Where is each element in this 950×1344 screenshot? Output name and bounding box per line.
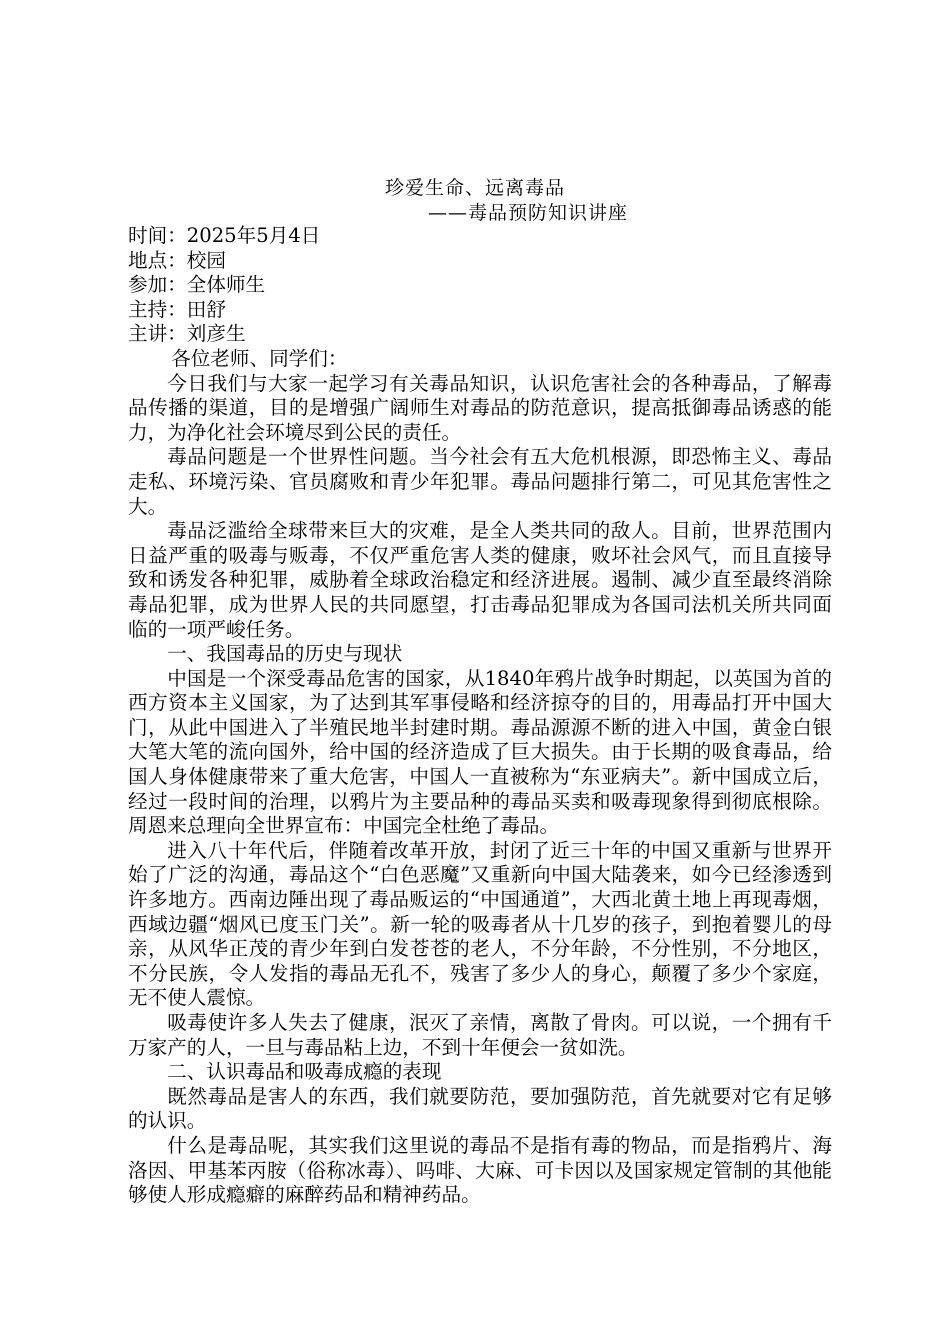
paragraph-global-disaster: 毒品泛滥给全球带来巨大的灾难，是全人类共同的敌人。目前，世界范围内日益严重的吸毒与贩毒，不仅严重危害人类的健康，败坏社会风气，而且直接导致和诱发各种犯罪，威胁着全球政治稳定和经济进展。遏制、减少直至最终消除毒品犯罪，成为世界人民的共同愿望，打击毒品犯罪成为各国司法机关所共同面临的一项严峻任务。 [128,519,832,641]
meta-host-value: 田舒 [186,297,226,321]
paragraph-global-problem: 毒品问题是一个世界性问题。当今社会有五大危机根源，即恐怖主义、毒品走私、环境污染、官员腐败和青少年犯罪。毒品问题排行第二，可见其危害性之大。 [128,445,832,518]
salutation: 各位老师、同学们： [171,346,348,370]
section-heading-history: 一、我国毒品的历史与现状 [167,642,403,666]
meta-speaker-value: 刘彦生 [186,322,246,346]
meta-location [128,249,832,274]
paragraph-eighties: 进入八十年代后，伴随着改革开放，封闭了近三十年的中国又重新与世界开始了广泛的沟通，毒品这个“白色恶魔”又重新向中国大陆袭来，如今已经渗透到许多地方。西南边陲出现了毒品贩运的“中国通道”，大西北黄土地上再现毒烟，西域边疆“烟风已度玉门关”。新一轮的吸毒者从十几岁的孩子，到抱着婴儿的母亲，从风华正茂的青少年到白发苍苍的老人，不分年龄，不分性别，不分地区，不分民族，令人发指的毒品无孔不，残害了多少人的身心，颠覆了多少个家庭，无不使人震惊。 [128,838,832,1010]
meta-participants-label: 参加： [128,273,187,297]
meta-participants [128,273,832,298]
document-title: 珍爱生命、远离毒品 [384,177,565,199]
paragraph-consequences: 吸毒使许多人失去了健康，泯灭了亲情，离散了骨肉。可以说，一个拥有千万家产的人，一旦与毒品粘上边，不到十年便会一贫如洗。 [128,1011,832,1059]
paragraph-prevention: 既然毒品是害人的东西，我们就要防范，要加强防范，首先就要对它有足够的认识。 [128,1084,832,1133]
meta-participants-value: 全体师生 [186,273,266,297]
meta-host [128,298,832,323]
paragraph-definition: 什么是毒品呢，其实我们这里说的毒品不是指有毒的物品，而是指鸦片、海洛因、甲基苯丙胺（俗称冰毒）、吗啡、大麻、可卡因以及国家规定管制的其他能够使人形成瘾癖的麻醉药品和精神药品。 [128,1133,832,1207]
section-heading-recognition: 二、认识毒品和吸毒成瘾的表现 [167,1060,442,1084]
meta-host-label: 主持： [128,297,187,321]
document-subtitle: ——毒品预防知识讲座 [428,202,629,224]
meta-location-value: 校园 [186,248,226,272]
meta-time-label: 时间： [128,224,187,247]
meta-speaker [128,322,832,347]
paragraph-intro: 今日我们与大家一起学习有关毒品知识，认识危害社会的各种毒品，了解毒品传播的渠道，目的是增强广阔师生对毒品的防范意识，提高抵御毒品诱惑的能力，为净化社会环境尽到公民的责任。 [128,371,832,444]
paragraph-history: 中国是一个深受毒品危害的国家，从1840年鸦片战争时期起，以英国为首的西方资本主义国家，为了达到其军事侵略和经济掠夺的目的，用毒品打开中国大门，从此中国进入了半殖民地半封建时期。毒品源源不断的进入中国，黄金白银大笔大笔的流向国外，给中国的经济造成了巨大损失。由于长期的吸食毒品，给国人身体健康带来了重大危害，中国人一直被称为“东亚病夫”。新中国成立后，经过一段时间的治理，以鸦片为主要品种的毒品买卖和吸毒现象得到彻底根除。周恩来总理向全世界宣布：中国完全杜绝了毒品。 [128,666,832,838]
meta-time-value: 2025年5月4日 [186,224,321,247]
meta-speaker-label: 主讲： [128,322,187,346]
meta-location-label: 地点： [128,248,187,272]
document-body [128,224,832,1208]
meta-time [128,224,832,249]
